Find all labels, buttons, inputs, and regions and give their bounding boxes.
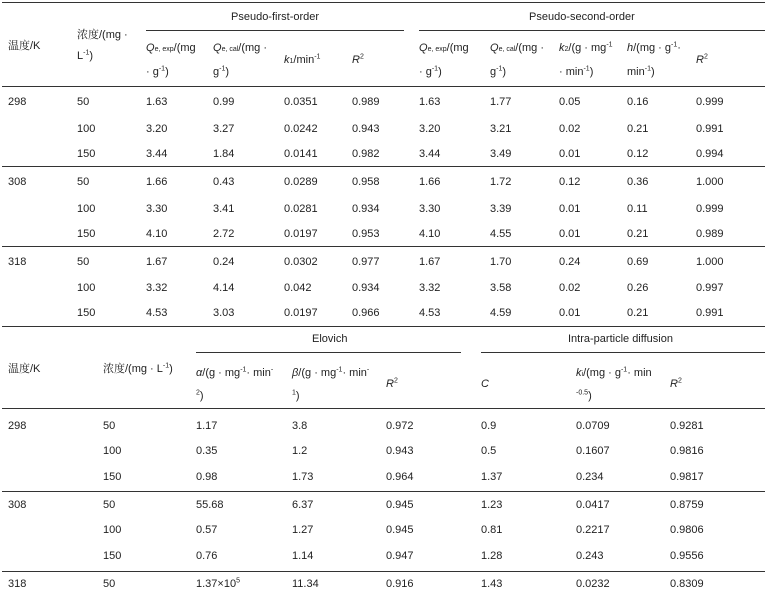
table1-r9-pfo-r2: 0.966: [352, 307, 380, 319]
table2-r7-elovich-beta: 11.34: [292, 578, 319, 590]
table1-r2-pfo-k1: 0.0242: [284, 123, 318, 135]
table1-r6-conc: 150: [77, 228, 96, 240]
table1-r8-pfo-qe-cal: 4.14: [213, 282, 235, 294]
table2-r1-elovich-beta: 3.8: [292, 420, 308, 432]
table1-r3-pso-k2: 0.01: [559, 148, 581, 160]
table1-r4-pfo-r2: 0.958: [352, 176, 380, 188]
table1-r9-pso-r2: 0.991: [696, 307, 724, 319]
table1-r7-pso-qe-cal: 1.70: [490, 256, 512, 268]
table1-pfo-qe-exp: Qe, exp/(mg: [146, 42, 196, 54]
table1-r7-pfo-qe-cal: 0.24: [213, 256, 235, 268]
table2-r2-elovich-r2: 0.943: [386, 445, 414, 457]
table2-r5-ipd-c: 0.81: [481, 524, 503, 536]
table1-r5-conc: 100: [77, 203, 96, 215]
table1-r7-pso-k2: 0.24: [559, 256, 581, 268]
table1-pso-qe-cal-line2: $g^{-1}$): [490, 65, 507, 78]
table2-r1-conc: 50: [103, 420, 116, 432]
table2-r6-ipd-r2: 0.9556: [670, 550, 704, 562]
table2-r7-temp: 318: [8, 578, 27, 590]
table1-r9-pfo-qe-exp: 4.53: [146, 307, 168, 319]
table1-r2-conc: 100: [77, 123, 96, 135]
table2-r7-ipd-ki: 0.0232: [576, 578, 610, 590]
table1-r3-pfo-qe-exp: 3.44: [146, 148, 168, 160]
table1-r3-pso-qe-cal: 3.49: [490, 148, 512, 160]
table1-r7-pfo-r2: 0.977: [352, 256, 380, 268]
table2-ipd-c: C: [481, 378, 489, 390]
table1-r7-conc: 50: [77, 256, 90, 268]
table1-top-rule: [2, 2, 765, 3]
table1-pso-qe-exp: Qe, exp/(mg: [419, 42, 469, 54]
table2-header-rule: [2, 408, 765, 409]
table2-r5-elovich-beta: 1.27: [292, 524, 314, 536]
table1-pfo-k1: $k1/\min^{-1}$: [284, 53, 321, 66]
table1-r5-pfo-qe-exp: 3.30: [146, 203, 168, 215]
table1-pfo-r2: $R^2$: [352, 53, 364, 66]
table2-r1-elovich-alpha: 1.17: [196, 420, 218, 432]
table1-r4-pso-qe-cal: 1.72: [490, 176, 512, 188]
table1-r1-pfo-qe-exp: 1.63: [146, 96, 168, 108]
table2-header-conc: 浓度$/(mg \cdot L^{-1})$: [103, 362, 173, 375]
table1-r8-pso-h: 0.26: [627, 282, 649, 294]
table1-r5-pso-r2: 0.999: [696, 203, 724, 215]
table1-r3-pfo-qe-cal: 1.84: [213, 148, 235, 160]
table2-r3-conc: 150: [103, 471, 122, 483]
table1-r9-pso-qe-cal: 4.59: [490, 307, 512, 319]
table2-r5-conc: 100: [103, 524, 122, 536]
table2-top-rule: [2, 326, 765, 327]
table1-r1-pso-r2: 0.999: [696, 96, 724, 108]
table1-pso-h: $h/(mg \cdot g^{-1}\cdot$: [627, 41, 681, 54]
table2-r2-elovich-alpha: 0.35: [196, 445, 218, 457]
table1-r6-pfo-k1: 0.0197: [284, 228, 318, 240]
table2-r4-ipd-r2: 0.8759: [670, 499, 704, 511]
table1-r7-temp: 318: [8, 256, 27, 268]
table2-r1-ipd-r2: 0.9281: [670, 420, 704, 432]
table1-r1-pfo-qe-cal: 0.99: [213, 96, 235, 108]
table2-r1-ipd-c: 0.9: [481, 420, 497, 432]
table1-r7-pso-r2: 1.000: [696, 256, 724, 268]
table1-pso-qe-exp-line2: · $g^{-1}$): [419, 65, 442, 78]
table2-elovich-r2: $R^2$: [386, 377, 398, 390]
table1-r1-pfo-k1: 0.0351: [284, 96, 318, 108]
table1-header-temp: 温度/K: [8, 40, 41, 52]
table1-r1-temp: 298: [8, 96, 27, 108]
table1-r3-pfo-r2: 0.982: [352, 148, 380, 160]
table1-r3-conc: 150: [77, 148, 96, 160]
table1-r6-pso-k2: 0.01: [559, 228, 581, 240]
table2-header-temp: 温度/K: [8, 363, 41, 375]
table1-r9-pfo-qe-cal: 3.03: [213, 307, 235, 319]
table2-ipd-ki: $ki/(mg \cdot g^{-1}\cdot \min$: [576, 366, 652, 379]
table2-r3-ipd-ki: 0.234: [576, 471, 604, 483]
table1-r2-pso-qe-cal: 3.21: [490, 123, 512, 135]
table2-group-rule-1: [2, 491, 765, 492]
table1-r3-pso-h: 0.12: [627, 148, 649, 160]
table2-r4-elovich-r2: 0.945: [386, 499, 414, 511]
table2-r6-elovich-alpha: 0.76: [196, 550, 218, 562]
table2-r6-conc: 150: [103, 550, 122, 562]
table1-r9-pfo-k1: 0.0197: [284, 307, 318, 319]
table2-r1-temp: 298: [8, 420, 27, 432]
table1-r8-pfo-k1: 0.042: [284, 282, 312, 294]
table2-r5-elovich-r2: 0.945: [386, 524, 414, 536]
table1-r5-pso-k2: 0.01: [559, 203, 581, 215]
table1-r4-pfo-qe-cal: 0.43: [213, 176, 235, 188]
table1-r5-pfo-k1: 0.0281: [284, 203, 318, 215]
table1-r6-pso-h: 0.21: [627, 228, 649, 240]
table1-group-pfo: Pseudo-first-order: [231, 11, 320, 23]
table2-beta: $\beta/(g \cdot mg^{-1}\cdot \min^-$: [292, 366, 370, 379]
table1-r4-pso-r2: 1.000: [696, 176, 724, 188]
table2-r4-elovich-beta: 6.37: [292, 499, 314, 511]
table1-pso-k2: $k2/(g \cdot mg^{-1}$: [559, 41, 613, 54]
table1-r8-pfo-r2: 0.934: [352, 282, 380, 294]
table1-r4-pso-k2: 0.12: [559, 176, 581, 188]
table1-pfo-underline: [146, 30, 404, 31]
table1-pso-h-line2: $\min^{-1}$): [627, 65, 655, 78]
table1-group-rule-2: [2, 246, 765, 247]
table1-r8-pso-r2: 0.997: [696, 282, 724, 294]
table1-r4-pfo-k1: 0.0289: [284, 176, 318, 188]
table1-r7-pfo-qe-exp: 1.67: [146, 256, 168, 268]
table2-r4-elovich-alpha: 55.68: [196, 499, 224, 511]
table2-r3-ipd-r2: 0.9817: [670, 471, 704, 483]
table1-pso-underline: [419, 30, 765, 31]
table1-r4-pfo-qe-exp: 1.66: [146, 176, 168, 188]
table2-r4-ipd-c: 1.23: [481, 499, 503, 511]
table2-r7-ipd-r2: 0.8309: [670, 578, 704, 590]
table2-r6-elovich-beta: 1.14: [292, 550, 314, 562]
table2-ipd-ki-line2: $^{-0.5}$): [576, 389, 592, 402]
table1-pfo-qe-cal-line2: $g^{-1}$): [213, 65, 230, 78]
table1-pfo-qe-cal: Qe, cal/(mg ·: [213, 42, 268, 54]
table1-r5-pfo-r2: 0.934: [352, 203, 380, 215]
table2-r3-ipd-c: 1.37: [481, 471, 503, 483]
table2-alpha-line2: $^2$): [196, 389, 204, 402]
table1-r7-pso-qe-exp: 1.67: [419, 256, 441, 268]
table1-r2-pfo-r2: 0.943: [352, 123, 380, 135]
table1-r4-temp: 308: [8, 176, 27, 188]
table1-r2-pso-qe-exp: 3.20: [419, 123, 441, 135]
table2-ipd-underline: [481, 352, 765, 353]
table1-r2-pso-h: 0.21: [627, 123, 649, 135]
table2-r7-conc: 50: [103, 578, 116, 590]
table2-r7-elovich-alpha: $1.37\times 10^5$: [196, 577, 240, 590]
table1-r1-pso-k2: 0.05: [559, 96, 581, 108]
table1-r9-pso-h: 0.21: [627, 307, 649, 319]
table2-r7-ipd-c: 1.43: [481, 578, 503, 590]
table2-group-rule-2: [2, 571, 765, 572]
table1-r9-pso-k2: 0.01: [559, 307, 581, 319]
table2-r2-conc: 100: [103, 445, 122, 457]
table1-pso-k2-line2: · $\min^{-1}$): [559, 65, 594, 78]
table1-group-rule-1: [2, 166, 765, 167]
table1-r8-pso-k2: 0.02: [559, 282, 581, 294]
table1-r1-pso-qe-exp: 1.63: [419, 96, 441, 108]
table1-r7-pfo-k1: 0.0302: [284, 256, 318, 268]
table1-header-conc-1: 浓度/(mg ·: [77, 29, 128, 41]
table2-r5-ipd-r2: 0.9806: [670, 524, 704, 536]
table2-r4-temp: 308: [8, 499, 27, 511]
table2-alpha: $\alpha/(g \cdot mg^{-1}\cdot \min^-$: [196, 366, 274, 379]
table2-r7-elovich-r2: 0.916: [386, 578, 414, 590]
table1-r4-pso-qe-exp: 1.66: [419, 176, 441, 188]
table1-pfo-qe-exp-line2: · $g^{-1}$): [146, 65, 169, 78]
table2-r4-conc: 50: [103, 499, 116, 511]
table1-r3-pso-r2: 0.994: [696, 148, 724, 160]
table1-r5-pso-qe-cal: 3.39: [490, 203, 512, 215]
table2-group-elovich: Elovich: [312, 333, 348, 345]
table1-r2-pfo-qe-exp: 3.20: [146, 123, 168, 135]
table1-r4-conc: 50: [77, 176, 90, 188]
table2-r5-ipd-ki: 0.2217: [576, 524, 610, 536]
table1-r6-pfo-qe-cal: 2.72: [213, 228, 235, 240]
table1-r6-pfo-qe-exp: 4.10: [146, 228, 168, 240]
table2-beta-line2: $^1$): [292, 389, 300, 402]
table2-elovich-underline: [196, 352, 461, 353]
table1-r8-pso-qe-cal: 3.58: [490, 282, 512, 294]
table1-r8-pso-qe-exp: 3.32: [419, 282, 441, 294]
table2-r3-elovich-r2: 0.964: [386, 471, 414, 483]
table1-group-pso: Pseudo-second-order: [529, 11, 635, 23]
table2-r1-ipd-ki: 0.0709: [576, 420, 610, 432]
table2-r6-ipd-c: 1.28: [481, 550, 503, 562]
table1-r1-pso-qe-cal: 1.77: [490, 96, 512, 108]
table1-r4-pso-h: 0.36: [627, 176, 649, 188]
table1-r6-pso-qe-exp: 4.10: [419, 228, 441, 240]
table1-header-rule: [2, 86, 765, 87]
table1-r5-pfo-qe-cal: 3.41: [213, 203, 235, 215]
table1-r3-pfo-k1: 0.0141: [284, 148, 318, 160]
table1-r7-pso-h: 0.69: [627, 256, 649, 268]
table2-r2-ipd-r2: 0.9816: [670, 445, 704, 457]
table2-r2-ipd-ki: 0.1607: [576, 445, 610, 457]
table1-r8-pfo-qe-exp: 3.32: [146, 282, 168, 294]
table1-r5-pso-qe-exp: 3.30: [419, 203, 441, 215]
table1-r6-pso-qe-cal: 4.55: [490, 228, 512, 240]
table2-r4-ipd-ki: 0.0417: [576, 499, 610, 511]
table2-r5-elovich-alpha: 0.57: [196, 524, 218, 536]
table2-r2-ipd-c: 0.5: [481, 445, 497, 457]
table1-r3-pso-qe-exp: 3.44: [419, 148, 441, 160]
table1-pso-qe-cal: Qe, cal/(mg ·: [490, 42, 545, 54]
table2-group-ipd: Intra-particle diffusion: [568, 333, 673, 345]
table1-r6-pfo-r2: 0.953: [352, 228, 380, 240]
table2-r3-elovich-beta: 1.73: [292, 471, 314, 483]
table1-r1-pfo-r2: 0.989: [352, 96, 380, 108]
table1-r1-conc: 50: [77, 96, 90, 108]
table1-r2-pso-k2: 0.02: [559, 123, 581, 135]
table2-r6-ipd-ki: 0.243: [576, 550, 604, 562]
table2-r1-elovich-r2: 0.972: [386, 420, 414, 432]
table2-r2-elovich-beta: 1.2: [292, 445, 308, 457]
table1-r2-pfo-qe-cal: 3.27: [213, 123, 235, 135]
table1-r9-pso-qe-exp: 4.53: [419, 307, 441, 319]
table1-r1-pso-h: 0.16: [627, 96, 649, 108]
table1-r2-pso-r2: 0.991: [696, 123, 724, 135]
table1-r8-conc: 100: [77, 282, 96, 294]
table1-r9-conc: 150: [77, 307, 96, 319]
table1-pso-r2: $R^2$: [696, 53, 708, 66]
table1-header-conc-2: $L^{-1}$): [77, 49, 94, 62]
table1-r6-pso-r2: 0.989: [696, 228, 724, 240]
table1-r5-pso-h: 0.11: [627, 203, 648, 215]
table2-r6-elovich-r2: 0.947: [386, 550, 414, 562]
table2-ipd-r2: $R^2$: [670, 377, 682, 390]
table2-r3-elovich-alpha: 0.98: [196, 471, 218, 483]
